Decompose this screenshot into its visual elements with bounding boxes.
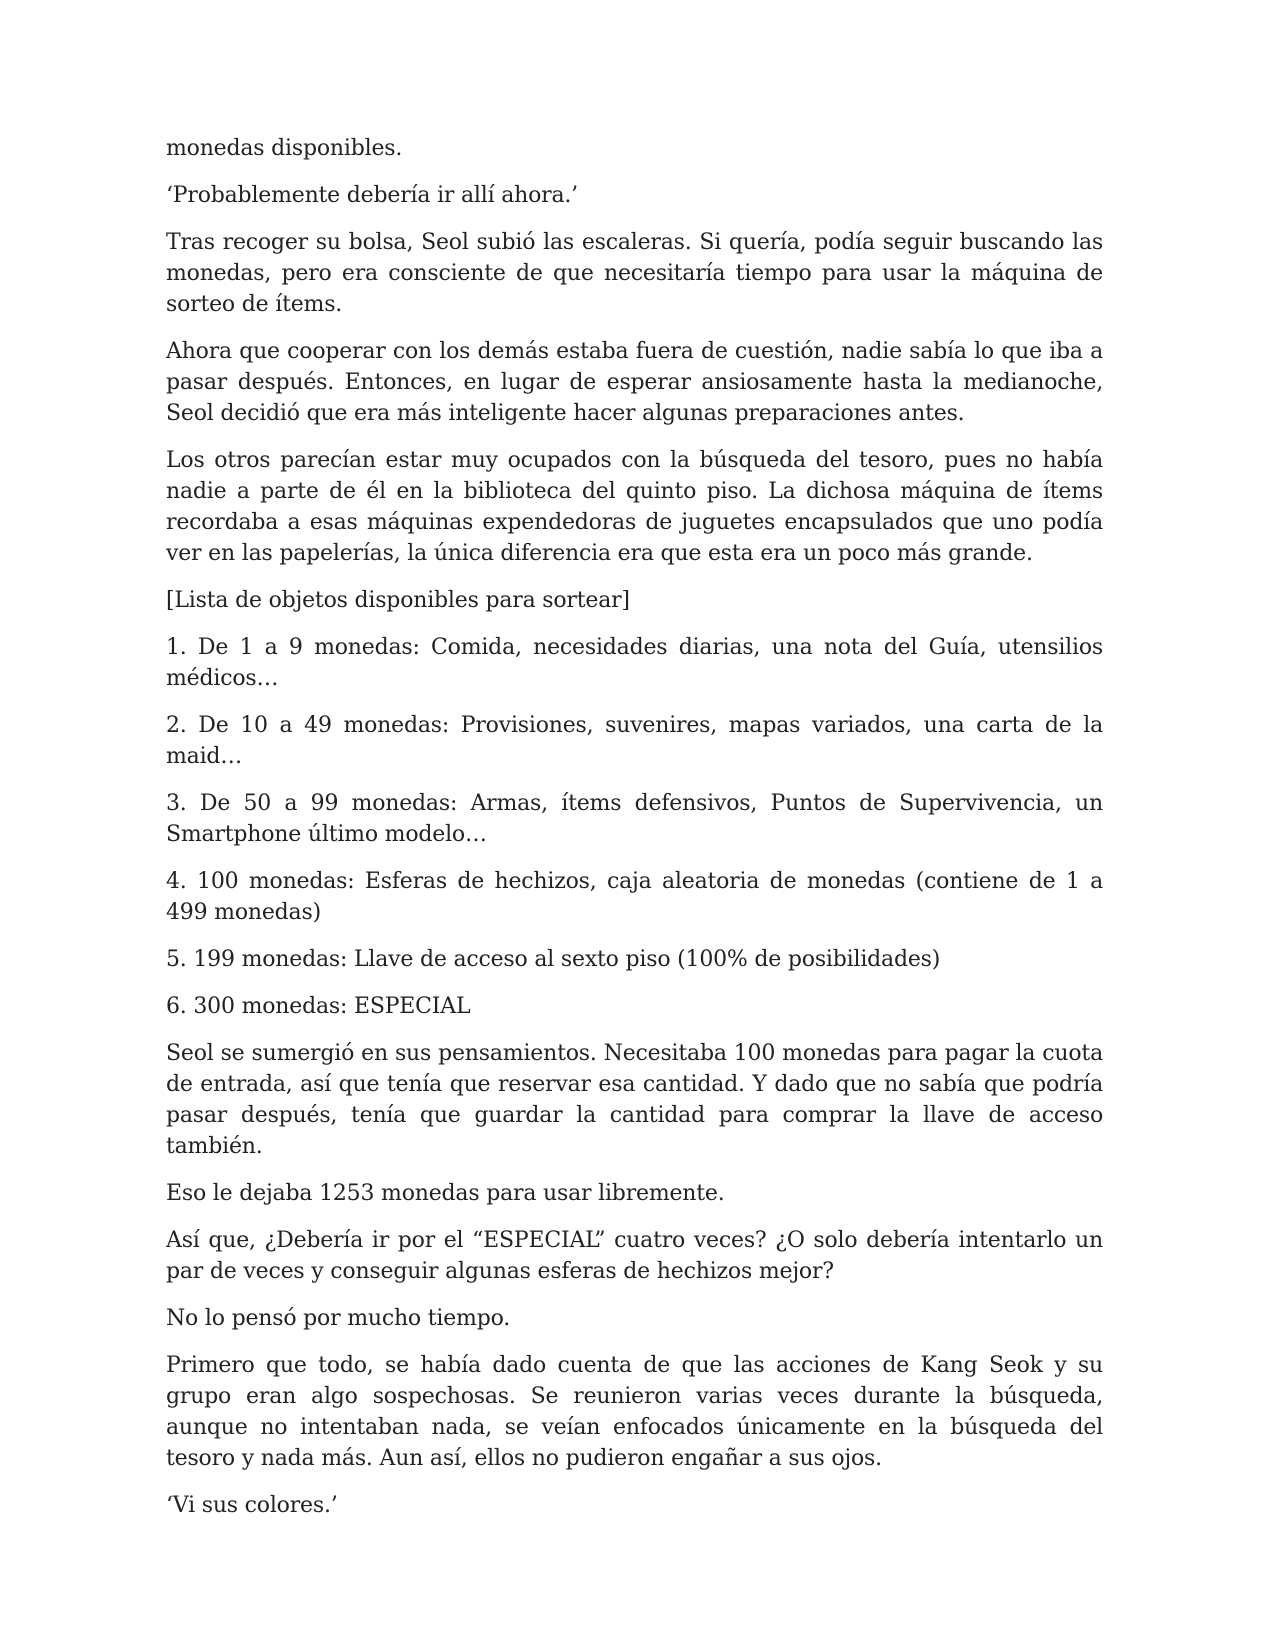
list-item: 3. De 50 a 99 monedas: Armas, ítems defensivos, Puntos de Supervivencia, un Smartphone último modelo… — [166, 791, 1103, 847]
list-heading: [Lista de objetos disponibles para sortear] — [166, 588, 630, 613]
paragraph: Tras recoger su bolsa, Seol subió las escaleras. Si quería, podía seguir buscando las monedas, pero era consciente de que necesitaría tiempo para usar la máquina de sorteo de ítems. — [166, 230, 1103, 317]
paragraph: Primero que todo, se había dado cuenta de que las acciones de Kang Seok y su grupo eran algo sospechosas. Se reunieron varias veces durante la búsqueda, aunque no intentaban nada, se veían enfocados únicamente en la búsqueda del tesoro y nada más. Aun así, ellos no pudieron engañar a sus ojos. — [166, 1353, 1103, 1471]
list-item: 4. 100 monedas: Esferas de hechizos, caja aleatoria de monedas (contiene de 1 a 499 monedas) — [166, 869, 1103, 925]
paragraph: Así que, ¿Debería ir por el “ESPECIAL” cuatro veces? ¿O solo debería intentarlo un par de veces y conseguir algunas esferas de hechizos mejor? — [166, 1228, 1103, 1284]
list-item: 1. De 1 a 9 monedas: Comida, necesidades diarias, una nota del Guía, utensilios médicos… — [166, 635, 1103, 691]
paragraph: monedas disponibles. — [166, 136, 403, 161]
list-item: 2. De 10 a 49 monedas: Provisiones, suvenires, mapas variados, una carta de la maid… — [166, 713, 1103, 769]
paragraph: Seol se sumergió en sus pensamientos. Necesitaba 100 monedas para pagar la cuota de entrada, así que tenía que reservar esa cantidad. Y dado que no sabía que podría pasar después, tenía que guardar la cantidad para comprar la llave de acceso también. — [166, 1041, 1103, 1159]
list-item: 6. 300 monedas: ESPECIAL — [166, 994, 471, 1019]
paragraph: ‘Vi sus colores.’ — [166, 1493, 338, 1518]
paragraph: Los otros parecían estar muy ocupados con la búsqueda del tesoro, pues no había nadie a parte de él en la biblioteca del quinto piso. La dichosa máquina de ítems recordaba a esas máquinas expendedoras de juguetes encapsulados que uno podía ver en las papelerías, la única diferencia era que esta era un poco más grande. — [166, 448, 1103, 566]
document-body — [166, 133, 1103, 1537]
list-item: 5. 199 monedas: Llave de acceso al sexto piso (100% de posibilidades) — [166, 947, 941, 972]
paragraph: No lo pensó por mucho tiempo. — [166, 1306, 511, 1331]
paragraph: Eso le dejaba 1253 monedas para usar libremente. — [166, 1181, 725, 1206]
paragraph: ‘Probablemente debería ir allí ahora.’ — [166, 183, 578, 208]
paragraph: Ahora que cooperar con los demás estaba fuera de cuestión, nadie sabía lo que iba a pasar después. Entonces, en lugar de esperar ansiosamente hasta la medianoche, Seol decidió que era más inteligente hacer algunas preparaciones antes. — [166, 339, 1103, 426]
